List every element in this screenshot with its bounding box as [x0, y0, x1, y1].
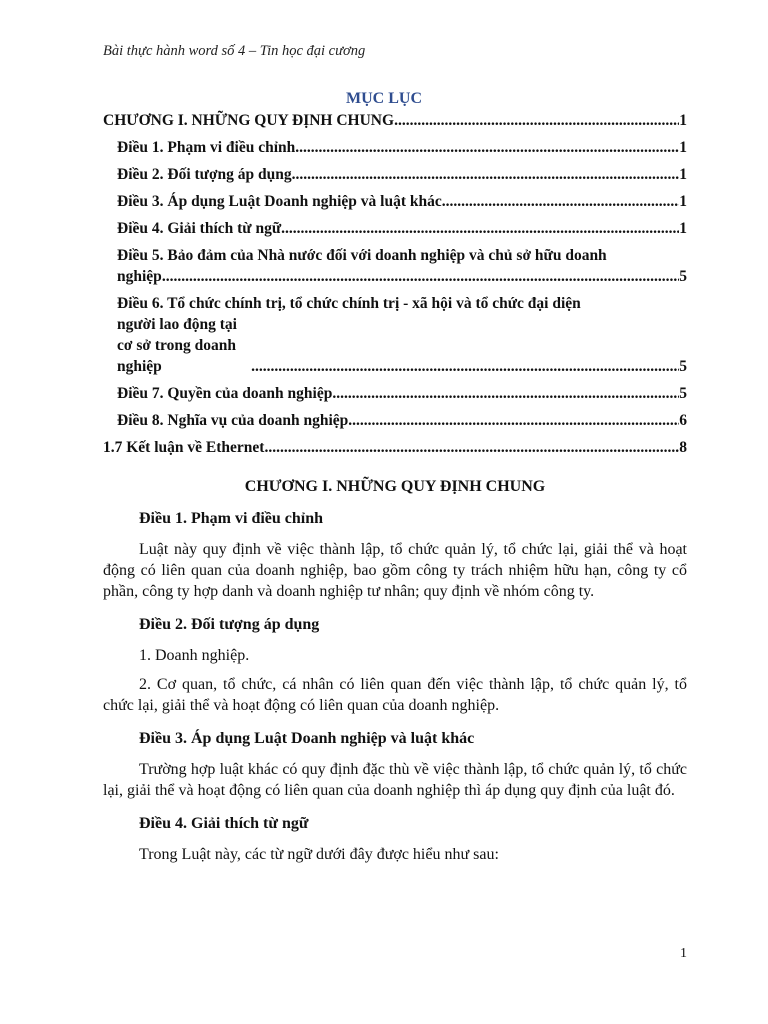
- toc-leader: [442, 191, 680, 212]
- toc-entry-label-line1: Điều 6. Tổ chức chính trị, tổ chức chính trị - xã hội và tổ chức đại diện: [117, 295, 581, 312]
- toc-entry-label: Điều 2. Đối tượng áp dụng: [117, 166, 292, 183]
- article-1-heading: Điều 1. Phạm vi điều chỉnh: [139, 510, 324, 527]
- page-number: 1: [680, 946, 687, 961]
- toc-entry-label-line1: Điều 5. Bảo đảm của Nhà nước đối với doanh nghiệp và chủ sở hữu doanh: [117, 247, 607, 264]
- toc-page-number: 8: [679, 439, 687, 456]
- toc-entry-section-1-7[interactable]: [103, 437, 687, 458]
- toc-page-number: 1: [679, 112, 687, 129]
- toc-entry-article-5[interactable]: [103, 245, 687, 287]
- toc-leader: [394, 110, 679, 131]
- toc-entry-label-line2: người lao động tại cơ sở trong doanh nghiệp: [117, 316, 237, 375]
- chapter-heading: CHƯƠNG I. NHỮNG QUY ĐỊNH CHUNG: [244, 478, 546, 495]
- toc-leader: [162, 266, 679, 287]
- toc-page-number: 5: [679, 358, 687, 375]
- toc-page-number: 6: [679, 412, 687, 429]
- toc-page-number: 5: [679, 385, 687, 402]
- toc-page-number: 1: [679, 220, 687, 237]
- toc-page-number: 5: [679, 268, 687, 285]
- toc-leader: [295, 137, 679, 158]
- toc-page-number: 1: [679, 166, 687, 183]
- toc-entry-article-1[interactable]: [103, 137, 687, 158]
- document-body: [103, 478, 687, 877]
- toc-leader: [281, 218, 679, 239]
- toc-entry-label-line2: nghiệp: [117, 268, 162, 285]
- toc-leader: [292, 164, 680, 185]
- toc-leader: [264, 437, 679, 458]
- toc-entry-article-2[interactable]: [103, 164, 687, 185]
- toc-leader: [348, 410, 679, 431]
- page-header: Bài thực hành word số 4 – Tin học đại cương: [103, 43, 366, 59]
- toc-leader: [251, 356, 679, 377]
- toc-entry-article-7[interactable]: [103, 383, 687, 404]
- toc-entry-label: Điều 3. Áp dụng Luật Doanh nghiệp và luật khác: [117, 193, 442, 210]
- toc-entry-label: Điều 1. Phạm vi điều chỉnh: [117, 139, 296, 156]
- article-2-item-1: 1. Doanh nghiệp.: [139, 647, 250, 664]
- article-1-paragraph: Luật này quy định về việc thành lập, tổ chức quản lý, tổ chức lại, giải thể và hoạt động có liên quan của doanh nghiệp, bao gồm công ty trách nhiệm hữu hạn, công ty cổ phần, công ty hợp danh và doanh nghiệp tư nhân; quy định về nhóm công ty.: [103, 541, 687, 600]
- article-2-item-2: 2. Cơ quan, tổ chức, cá nhân có liên quan đến việc thành lập, tổ chức quản lý, tổ chức lại, giải thể và hoạt động có liên quan của doanh nghiệp.: [103, 676, 687, 714]
- toc-entry-label: 1.7 Kết luận về Ethernet: [103, 439, 265, 456]
- article-3-paragraph: Trường hợp luật khác có quy định đặc thù về việc thành lập, tổ chức quản lý, tổ chức lại, giải thể và hoạt động có liên quan của doanh nghiệp thì áp dụng quy định của luật đó.: [103, 761, 687, 799]
- toc-entry-label: Điều 7. Quyền của doanh nghiệp: [117, 385, 333, 402]
- toc-entry-label: Điều 8. Nghĩa vụ của doanh nghiệp: [117, 412, 349, 429]
- article-4-paragraph: Trong Luật này, các từ ngữ dưới đây được hiểu như sau:: [139, 846, 499, 863]
- article-3-heading: Điều 3. Áp dụng Luật Doanh nghiệp và luật khác: [139, 730, 475, 747]
- toc-entry-label: Điều 4. Giải thích từ ngữ: [117, 220, 282, 237]
- article-4-heading: Điều 4. Giải thích từ ngữ: [139, 815, 309, 832]
- toc-entry-article-8[interactable]: [103, 410, 687, 431]
- toc-entry-article-4[interactable]: [103, 218, 687, 239]
- toc-page-number: 1: [679, 139, 687, 156]
- toc-entry-label: CHƯƠNG I. NHỮNG QUY ĐỊNH CHUNG: [103, 112, 395, 129]
- toc-entry-article-3[interactable]: [103, 191, 687, 212]
- toc-entry-article-6[interactable]: [103, 293, 687, 377]
- table-of-contents: [103, 110, 687, 464]
- toc-page-number: 1: [679, 193, 687, 210]
- toc-title: MỤC LỤC: [346, 90, 422, 107]
- article-2-heading: Điều 2. Đối tượng áp dụng: [139, 616, 320, 633]
- toc-entry-chapter[interactable]: [103, 110, 687, 131]
- toc-leader: [332, 383, 679, 404]
